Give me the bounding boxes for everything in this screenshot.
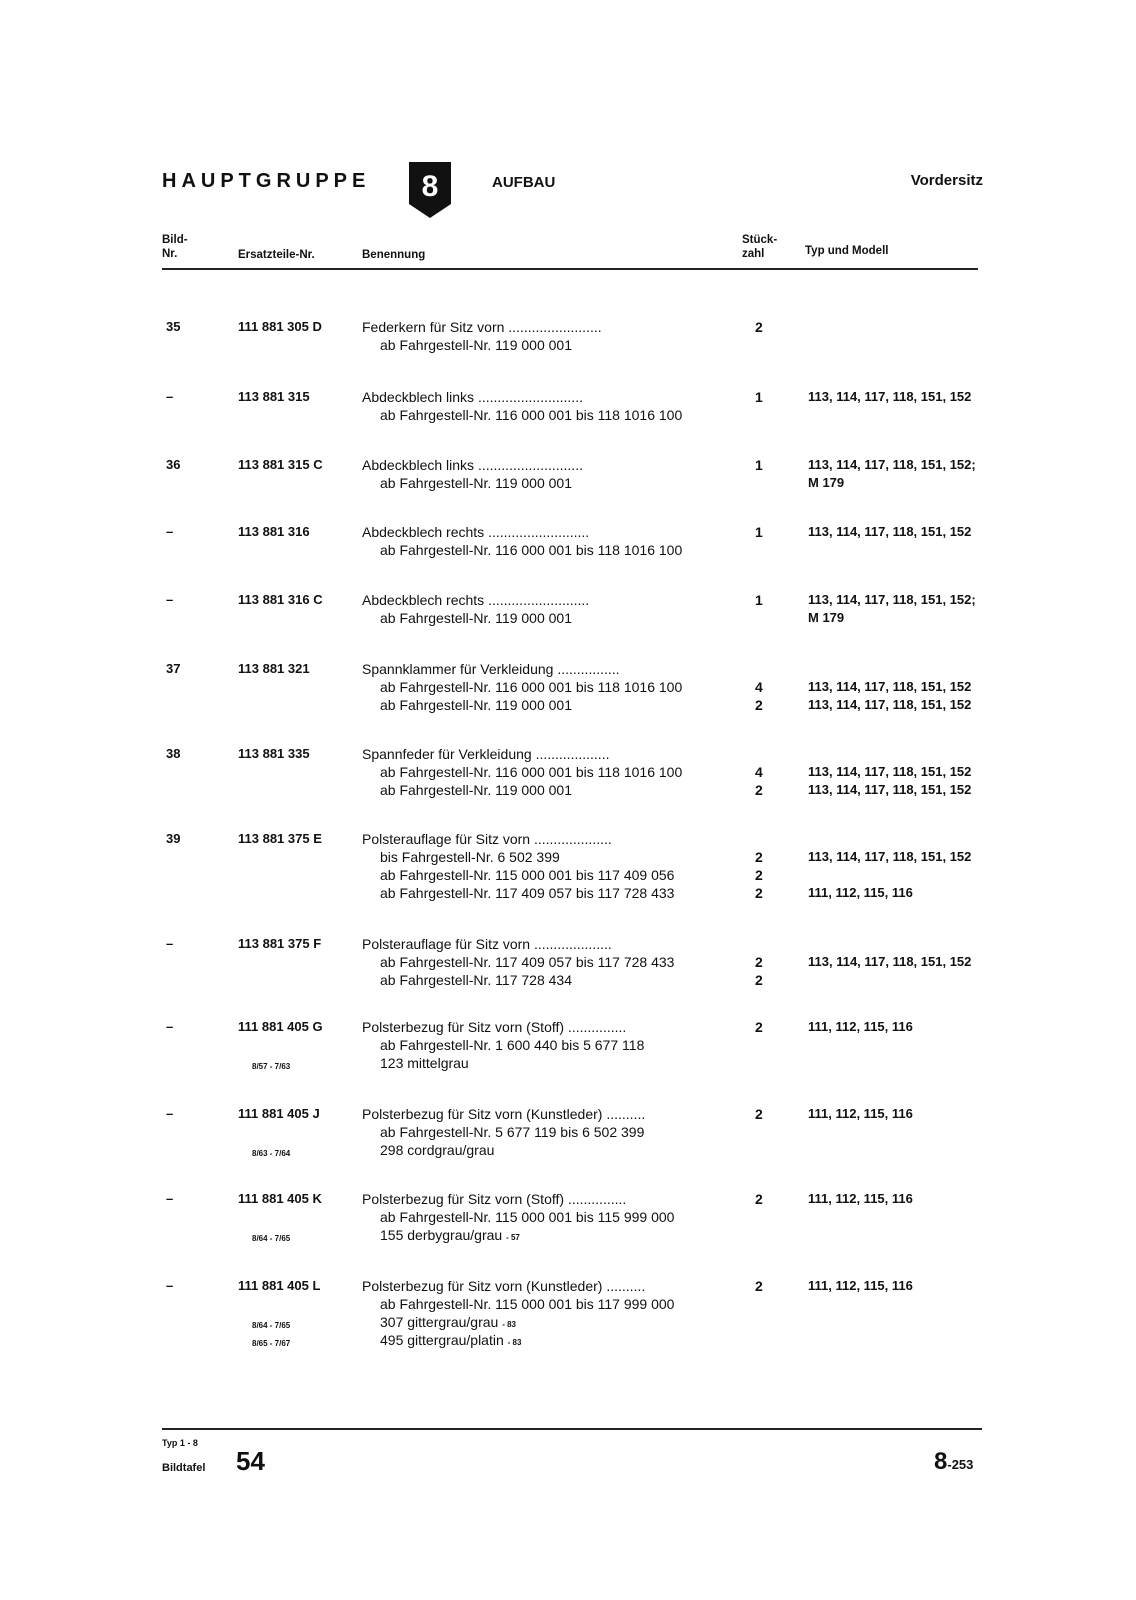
type-model-cell	[808, 971, 971, 989]
quantity-cell: 2	[755, 849, 763, 865]
type-model-cell: 113, 114, 117, 118, 151, 152;	[808, 457, 976, 472]
description-line	[362, 1295, 732, 1313]
description-suffix: - 83	[502, 1320, 516, 1329]
quantity-cell	[755, 1295, 763, 1313]
description-line	[362, 1208, 732, 1226]
row-description	[362, 1018, 732, 1072]
quantity-cell: 2	[755, 885, 763, 901]
type-model-cell	[808, 1331, 913, 1349]
quantity-cell	[755, 609, 763, 627]
description-text: ab Fahrgestell-Nr. 119 000 001	[380, 782, 572, 798]
group-number-text: 8	[421, 170, 439, 203]
type-model-cell: 113, 114, 117, 118, 151, 152	[808, 849, 972, 864]
row-figure-number: 39	[166, 831, 181, 846]
row-part-number: 113 881 321	[238, 661, 310, 676]
description-line	[362, 541, 732, 559]
row-quantity	[755, 1190, 763, 1244]
type-model-cell	[808, 1123, 913, 1141]
type-model-cell: 113, 114, 117, 118, 151, 152	[808, 782, 972, 797]
description-line	[362, 884, 732, 902]
quantity-cell: 1	[755, 457, 763, 473]
description-line	[362, 953, 732, 971]
quantity-cell: 2	[755, 1106, 763, 1122]
type-model-cell: 111, 112, 115, 116	[808, 1278, 913, 1293]
description-text: ab Fahrgestell-Nr. 117 409 057 bis 117 728 433	[380, 954, 675, 970]
header-divider	[162, 268, 978, 270]
row-quantity	[755, 935, 763, 989]
description-text: ab Fahrgestell-Nr. 117 409 057 bis 117 728 433	[380, 885, 675, 901]
description-text: 495 gittergrau/platin	[380, 1332, 504, 1348]
description-text: Abdeckblech rechts ..........................	[362, 524, 590, 540]
row-figure-number: 38	[166, 746, 181, 761]
description-line	[362, 696, 732, 714]
row-description	[362, 745, 732, 799]
row-date-range: 8/64 - 7/65	[252, 1234, 291, 1243]
quantity-cell	[755, 1208, 763, 1226]
row-figure-number: –	[166, 1278, 174, 1293]
row-part-number: 113 881 335	[238, 746, 310, 761]
row-quantity	[755, 1018, 763, 1072]
description-line	[362, 763, 732, 781]
quantity-cell	[755, 474, 763, 492]
row-description	[362, 318, 732, 354]
footer-bildtafel-number: 54	[236, 1446, 265, 1476]
column-header-bild-line2: Nr.	[162, 248, 178, 260]
quantity-cell: 2	[755, 1278, 763, 1294]
quantity-cell: 2	[755, 867, 763, 883]
type-model-cell: 113, 114, 117, 118, 151, 152	[808, 679, 972, 694]
description-text: ab Fahrgestell-Nr. 115 000 001 bis 117 409 056	[380, 867, 675, 883]
description-line	[362, 591, 732, 609]
column-header-type-model: Typ und Modell	[805, 245, 889, 257]
type-model-cell: 111, 112, 115, 116	[808, 885, 913, 900]
description-line	[362, 336, 732, 354]
description-line	[362, 830, 732, 848]
type-model-cell: M 179	[808, 475, 845, 490]
type-model-cell: 113, 114, 117, 118, 151, 152;	[808, 592, 976, 607]
type-model-cell: 113, 114, 117, 118, 151, 152	[808, 389, 972, 404]
description-line	[362, 388, 732, 406]
description-line	[362, 1277, 732, 1295]
quantity-cell	[755, 1141, 763, 1159]
row-quantity	[755, 318, 763, 354]
description-line	[362, 971, 732, 989]
row-description	[362, 456, 732, 492]
description-line	[362, 1123, 732, 1141]
quantity-cell: 2	[755, 1191, 763, 1207]
page-number-main: 8	[934, 1448, 948, 1475]
row-type-model	[808, 456, 976, 492]
description-line	[362, 1018, 732, 1036]
description-text: ab Fahrgestell-Nr. 117 728 434	[380, 972, 572, 988]
row-description	[362, 660, 732, 714]
description-line	[362, 1105, 732, 1123]
description-text: 298 cordgrau/grau	[380, 1142, 495, 1158]
column-header-part-number: Ersatzteile-Nr.	[238, 249, 315, 261]
description-text: Federkern für Sitz vorn ........................	[362, 319, 602, 335]
row-quantity	[755, 388, 763, 424]
row-figure-number: 35	[166, 319, 181, 334]
description-line	[362, 848, 732, 866]
row-date-range: 8/64 - 7/65	[252, 1321, 291, 1330]
row-date-range: 8/65 - 7/67	[252, 1339, 291, 1348]
row-part-number: 111 881 405 G	[238, 1019, 323, 1034]
quantity-cell	[755, 745, 763, 763]
group-title: HAUPTGRUPPE	[162, 170, 371, 192]
row-type-model	[808, 523, 971, 559]
description-text: Polsterbezug für Sitz vorn (Kunstleder) ..........	[362, 1278, 646, 1294]
quantity-cell	[755, 830, 763, 848]
description-text: Polsterauflage für Sitz vorn ....................	[362, 936, 612, 952]
quantity-cell	[755, 660, 763, 678]
row-description	[362, 1277, 732, 1349]
description-line	[362, 935, 732, 953]
section-title: AUFBAU	[492, 174, 556, 191]
quantity-cell	[755, 1313, 763, 1331]
type-model-cell: 111, 112, 115, 116	[808, 1106, 913, 1121]
quantity-cell	[755, 336, 763, 354]
description-text: ab Fahrgestell-Nr. 116 000 001 bis 118 1016 100	[380, 764, 683, 780]
column-header-quantity-line2: zahl	[742, 248, 765, 260]
quantity-cell	[755, 406, 763, 424]
page-number	[934, 1448, 973, 1476]
row-quantity	[755, 745, 763, 799]
description-text: ab Fahrgestell-Nr. 116 000 001 bis 118 1016 100	[380, 542, 683, 558]
description-line	[362, 1036, 732, 1054]
quantity-cell: 1	[755, 524, 763, 540]
row-figure-number: 36	[166, 457, 181, 472]
description-line	[362, 318, 732, 336]
subsection-title: Vordersitz	[910, 172, 983, 189]
description-line	[362, 456, 732, 474]
row-description	[362, 523, 732, 559]
description-line	[362, 406, 732, 424]
row-figure-number: –	[166, 592, 174, 607]
row-figure-number: –	[166, 936, 174, 951]
row-part-number: 113 881 375 E	[238, 831, 322, 846]
description-line	[362, 745, 732, 763]
quantity-cell: 2	[755, 1019, 763, 1035]
footer-bildtafel-label: Bildtafel	[162, 1462, 206, 1474]
row-figure-number: –	[166, 1191, 174, 1206]
row-description	[362, 1105, 732, 1159]
description-line	[362, 1054, 732, 1072]
quantity-cell	[755, 1054, 763, 1072]
type-model-cell: 113, 114, 117, 118, 151, 152	[808, 764, 972, 779]
description-text: Abdeckblech links ...........................	[362, 389, 583, 405]
row-type-model	[808, 1277, 913, 1349]
row-part-number: 113 881 315 C	[238, 457, 323, 472]
column-header-bild-line1: Bild-	[162, 234, 188, 246]
row-description	[362, 830, 732, 902]
description-text: ab Fahrgestell-Nr. 116 000 001 bis 118 1016 100	[380, 679, 683, 695]
type-model-cell	[808, 1141, 913, 1159]
quantity-cell: 2	[755, 319, 763, 335]
description-line	[362, 523, 732, 541]
type-model-cell	[808, 1295, 913, 1313]
row-type-model	[808, 1018, 913, 1072]
row-type-model	[808, 1190, 913, 1244]
description-line	[362, 660, 732, 678]
type-model-cell	[808, 1036, 913, 1054]
row-part-number: 113 881 316 C	[238, 592, 323, 607]
description-line	[362, 1313, 732, 1331]
description-text: ab Fahrgestell-Nr. 1 600 440 bis 5 677 118	[380, 1037, 645, 1053]
row-type-model	[808, 388, 971, 424]
description-text: ab Fahrgestell-Nr. 116 000 001 bis 118 1016 100	[380, 407, 683, 423]
quantity-cell	[755, 1226, 763, 1244]
row-figure-number: –	[166, 389, 174, 404]
quantity-cell: 4	[755, 764, 763, 780]
row-part-number: 111 881 405 L	[238, 1278, 321, 1293]
footer-type: Typ 1 - 8	[162, 1438, 198, 1448]
quantity-cell: 2	[755, 954, 763, 970]
description-line	[362, 1141, 732, 1159]
quantity-cell: 2	[755, 697, 763, 713]
row-part-number: 111 881 405 J	[238, 1106, 320, 1121]
description-line	[362, 1226, 732, 1244]
type-model-cell	[808, 1226, 913, 1244]
description-text: 155 derbygrau/grau	[380, 1227, 503, 1243]
description-text: Polsterbezug für Sitz vorn (Stoff) ...............	[362, 1019, 627, 1035]
row-description	[362, 935, 732, 989]
row-quantity	[755, 1105, 763, 1159]
type-model-cell	[808, 866, 971, 884]
quantity-cell	[755, 1331, 763, 1349]
type-model-cell	[808, 1313, 913, 1331]
quantity-cell: 2	[755, 972, 763, 988]
row-part-number: 113 881 315	[238, 389, 310, 404]
type-model-cell: 113, 114, 117, 118, 151, 152	[808, 697, 972, 712]
type-model-cell: M 179	[808, 610, 845, 625]
row-quantity	[755, 830, 763, 902]
type-model-cell	[808, 935, 971, 953]
footer-divider	[162, 1428, 982, 1430]
row-figure-number: –	[166, 524, 174, 539]
row-type-model	[808, 830, 971, 902]
row-quantity	[755, 523, 763, 559]
type-model-cell: 111, 112, 115, 116	[808, 1191, 913, 1206]
type-model-cell	[808, 406, 971, 424]
description-suffix: - 83	[507, 1338, 522, 1347]
row-figure-number: –	[166, 1019, 174, 1034]
type-model-cell	[808, 660, 971, 678]
description-line	[362, 609, 732, 627]
description-line	[362, 474, 732, 492]
description-line	[362, 1331, 732, 1349]
row-type-model	[808, 1105, 913, 1159]
description-text: Polsterbezug für Sitz vorn (Kunstleder) ..........	[362, 1106, 646, 1122]
description-text: Abdeckblech rechts ..........................	[362, 592, 590, 608]
quantity-cell	[755, 935, 763, 953]
column-header-description: Benennung	[362, 249, 426, 261]
type-model-cell	[808, 541, 971, 559]
row-type-model	[808, 935, 971, 989]
description-text: ab Fahrgestell-Nr. 119 000 001	[380, 337, 572, 353]
description-text: Polsterauflage für Sitz vorn ....................	[362, 831, 612, 847]
column-header-quantity	[742, 233, 777, 261]
row-part-number: 113 881 375 F	[238, 936, 322, 951]
description-text: ab Fahrgestell-Nr. 115 000 001 bis 115 999 000	[380, 1209, 675, 1225]
type-model-cell	[808, 830, 971, 848]
description-line	[362, 866, 732, 884]
quantity-cell	[755, 541, 763, 559]
group-number-badge	[405, 158, 455, 220]
description-text: Spannklammer für Verkleidung ................	[362, 661, 620, 677]
row-quantity	[755, 591, 763, 627]
column-header-bild	[162, 233, 188, 261]
row-type-model	[808, 591, 976, 627]
column-header-quantity-line1: Stück-	[742, 234, 778, 246]
row-date-range: 8/63 - 7/64	[252, 1149, 291, 1158]
row-description	[362, 388, 732, 424]
description-text: bis Fahrgestell-Nr. 6 502 399	[380, 849, 560, 865]
description-text: Spannfeder für Verkleidung ...................	[362, 746, 610, 762]
quantity-cell	[755, 1123, 763, 1141]
row-date-range: 8/57 - 7/63	[252, 1062, 291, 1071]
quantity-cell	[755, 1036, 763, 1054]
description-text: ab Fahrgestell-Nr. 119 000 001	[380, 697, 572, 713]
row-quantity	[755, 1277, 763, 1349]
type-model-cell	[808, 1208, 913, 1226]
description-text: Abdeckblech links ...........................	[362, 457, 583, 473]
type-model-cell: 113, 114, 117, 118, 151, 152	[808, 954, 972, 969]
description-line	[362, 781, 732, 799]
quantity-cell: 2	[755, 782, 763, 798]
description-text: 123 mittelgrau	[380, 1055, 469, 1071]
row-part-number: 111 881 405 K	[238, 1191, 322, 1206]
row-figure-number: 37	[166, 661, 181, 676]
quantity-cell: 4	[755, 679, 763, 695]
description-line	[362, 1190, 732, 1208]
row-quantity	[755, 660, 763, 714]
description-text: 307 gittergrau/grau	[380, 1314, 499, 1330]
row-figure-number: –	[166, 1106, 174, 1121]
row-description	[362, 591, 732, 627]
quantity-cell: 1	[755, 389, 763, 405]
row-type-model	[808, 660, 971, 714]
page-number-sub: -253	[947, 1457, 974, 1472]
row-part-number: 111 881 305 D	[238, 319, 322, 334]
row-description	[362, 1190, 732, 1244]
description-text: ab Fahrgestell-Nr. 119 000 001	[380, 475, 572, 491]
description-suffix: - 57	[506, 1233, 520, 1242]
description-text: ab Fahrgestell-Nr. 5 677 119 bis 6 502 399	[380, 1124, 645, 1140]
row-quantity	[755, 456, 763, 492]
description-text: ab Fahrgestell-Nr. 115 000 001 bis 117 999 000	[380, 1296, 675, 1312]
description-line	[362, 678, 732, 696]
type-model-cell	[808, 745, 971, 763]
row-part-number: 113 881 316	[238, 524, 310, 539]
description-text: Polsterbezug für Sitz vorn (Stoff) ...............	[362, 1191, 627, 1207]
type-model-cell: 113, 114, 117, 118, 151, 152	[808, 524, 972, 539]
description-text: ab Fahrgestell-Nr. 119 000 001	[380, 610, 572, 626]
type-model-cell: 111, 112, 115, 116	[808, 1019, 913, 1034]
type-model-cell	[808, 1054, 913, 1072]
quantity-cell: 1	[755, 592, 763, 608]
row-type-model	[808, 745, 971, 799]
